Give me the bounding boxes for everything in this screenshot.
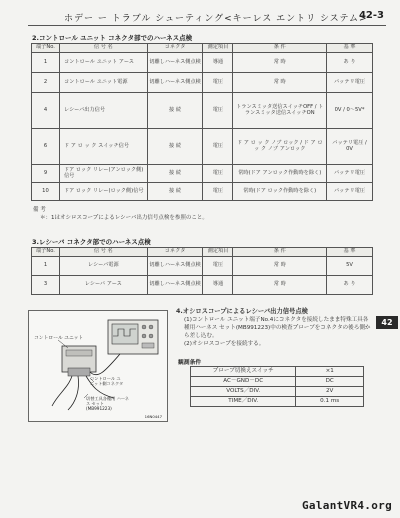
condition: 常 時 bbox=[233, 257, 327, 276]
standard: バッテリ電圧 bbox=[327, 183, 373, 201]
oscilloscope-procedure bbox=[176, 307, 372, 349]
terminal-no: 4 bbox=[32, 93, 60, 129]
signal-name: ドア ロック リレー(ロック側)信号 bbox=[59, 183, 147, 201]
control-unit-icon bbox=[62, 346, 96, 376]
measure-item: 電圧 bbox=[203, 183, 233, 201]
signal-name: コントロール ユニット電源 bbox=[59, 73, 147, 93]
signal-name: ド ア ロ ッ ク スイッチ信号 bbox=[59, 129, 147, 165]
note-text: ＊：1はオシロスコープによるレシーバ出力信号点検を参照のこと。 bbox=[40, 215, 208, 221]
measure-item: 電圧 bbox=[203, 257, 233, 276]
connector: 接 続 bbox=[147, 165, 203, 183]
connector: 接 続 bbox=[147, 183, 203, 201]
table-row bbox=[191, 377, 364, 387]
column-header: 端子No. bbox=[32, 44, 60, 53]
condition-item: VOLTS／DIV. bbox=[191, 387, 296, 397]
signal-name: コントロール ユニット アース bbox=[59, 53, 147, 73]
condition-item: AC－GND－DC bbox=[191, 377, 296, 387]
table-row bbox=[32, 165, 373, 183]
standard: バッテリ電圧 bbox=[327, 73, 373, 93]
section-3-title: 3.レシーバ コネクタ部でのハーネス点検 bbox=[32, 238, 151, 246]
connector: 切離しハーネス側点検 bbox=[147, 276, 203, 295]
terminal-no: 2 bbox=[32, 73, 60, 93]
table-row bbox=[191, 367, 364, 377]
column-header: 条 件 bbox=[233, 44, 327, 53]
table-header-row bbox=[32, 44, 373, 53]
diagram-label-connector: コントロール ユニット側コネクタ bbox=[90, 376, 124, 387]
oscilloscope-connection-diagram bbox=[28, 310, 168, 422]
standard: あ り bbox=[327, 276, 373, 295]
column-header: 測定項目 bbox=[203, 248, 233, 257]
table-row bbox=[32, 183, 373, 201]
section-2-table bbox=[31, 43, 373, 201]
connector: 切離しハーネス側点検 bbox=[147, 73, 203, 93]
conditions-title: 観測条件 bbox=[178, 360, 202, 366]
column-header: コネクタ bbox=[147, 248, 203, 257]
table-row bbox=[191, 387, 364, 397]
condition: ド ア ロ ッ ク ノブ ロック / ド ア ロ ッ ク ノブ アンロック bbox=[233, 129, 327, 165]
terminal-no: 9 bbox=[32, 165, 60, 183]
conditions-table bbox=[190, 366, 364, 407]
condition-value: ×1 bbox=[296, 367, 364, 377]
page-header-title: ホデー ー トラブル シューティング<キーレス エントリ システム> bbox=[64, 14, 368, 24]
procedure-title: 4.オシロスコープによるレシーバ出力信号点検 bbox=[176, 308, 308, 315]
column-header: 信 号 名 bbox=[59, 248, 147, 257]
measure-item: 導通 bbox=[203, 53, 233, 73]
note-label: 備 考 bbox=[33, 207, 46, 213]
table-row bbox=[32, 276, 373, 295]
measure-item: 電圧 bbox=[203, 165, 233, 183]
watermark: GalantVR4.org bbox=[302, 499, 392, 512]
table-row bbox=[32, 129, 373, 165]
condition: 常 時 bbox=[233, 53, 327, 73]
condition: 常 時 bbox=[233, 276, 327, 295]
column-header: 端子No. bbox=[32, 248, 60, 257]
connector: 切離しハーネス側点検 bbox=[147, 53, 203, 73]
terminal-no: 1 bbox=[32, 53, 60, 73]
table-row bbox=[191, 397, 364, 407]
procedure-step-1: (1)コントロール ユニット端子No.4にコネクタを接続したまま特殊工具各種用ハーネス セット(MB991223)中の検査プローブをコネクタの後ろ側から差し込む。 bbox=[184, 317, 371, 340]
terminal-no: 10 bbox=[32, 183, 60, 201]
condition-value: DC bbox=[296, 377, 364, 387]
column-header: 基 準 bbox=[327, 248, 373, 257]
standard: 5V bbox=[327, 257, 373, 276]
terminal-no: 6 bbox=[32, 129, 60, 165]
table-row bbox=[32, 257, 373, 276]
standard: あ り bbox=[327, 53, 373, 73]
column-header: 条 件 bbox=[233, 248, 327, 257]
signal-name: ドア ロック リレー(アンロック側)信号 bbox=[59, 165, 147, 183]
terminal-no: 1 bbox=[32, 257, 60, 276]
column-header: 信 号 名 bbox=[59, 44, 147, 53]
diagram-label-harness: 切替工具各種用 ハーネス セット (MB991223) bbox=[86, 396, 129, 412]
procedure-step-2: (2)オシロスコープを接続する。 bbox=[184, 341, 265, 348]
connector: 切離しハーネス側点検 bbox=[147, 257, 203, 276]
column-header: コネクタ bbox=[147, 44, 203, 53]
table-row bbox=[32, 53, 373, 73]
section-3-table bbox=[31, 247, 373, 295]
measure-item: 導通 bbox=[203, 276, 233, 295]
column-header: 基 準 bbox=[327, 44, 373, 53]
measure-item: 電圧 bbox=[203, 93, 233, 129]
connector: 接 続 bbox=[147, 129, 203, 165]
table-row bbox=[32, 93, 373, 129]
standard: バッテリ電圧 bbox=[327, 165, 373, 183]
standard: バッテリ電圧 / 0V bbox=[327, 129, 373, 165]
diagram-code: 16N0447 bbox=[144, 414, 162, 419]
signal-name: レシーバ アース bbox=[59, 276, 147, 295]
condition: 常 時 bbox=[233, 73, 327, 93]
column-header: 測定項目 bbox=[203, 44, 233, 53]
chapter-tab: 42 bbox=[376, 316, 398, 329]
standard: 0V / 0～5V* bbox=[327, 93, 373, 129]
condition-item: プローブ切換えスイッチ bbox=[191, 367, 296, 377]
oscilloscope-icon bbox=[108, 320, 158, 354]
table-row bbox=[32, 73, 373, 93]
condition: 常時(ドア ロック作動時を除く) bbox=[233, 183, 327, 201]
measure-item: 電圧 bbox=[203, 73, 233, 93]
condition: 常時(ドア アンロック作動時を除く) bbox=[233, 165, 327, 183]
condition-value: 2V bbox=[296, 387, 364, 397]
page-number: 42-3 bbox=[358, 10, 384, 21]
signal-name: レシーバ電源 bbox=[59, 257, 147, 276]
terminal-no: 3 bbox=[32, 276, 60, 295]
signal-name: レシーバ出力信号 bbox=[59, 93, 147, 129]
measure-item: 電圧 bbox=[203, 129, 233, 165]
condition-value: 0.1 ms bbox=[296, 397, 364, 407]
condition: トランスミッタ送信スイッチOFF / トランスミッタ送信スイッチON bbox=[233, 93, 327, 129]
condition-item: TIME／DIV. bbox=[191, 397, 296, 407]
section-2-title: 2.コントロール ユニット コネクタ部でのハーネス点検 bbox=[32, 34, 193, 42]
diagram-label-unit: コントロール ユニット bbox=[34, 336, 84, 341]
header-rule bbox=[28, 25, 386, 26]
connector: 接 続 bbox=[147, 93, 203, 129]
table-header-row bbox=[32, 248, 373, 257]
